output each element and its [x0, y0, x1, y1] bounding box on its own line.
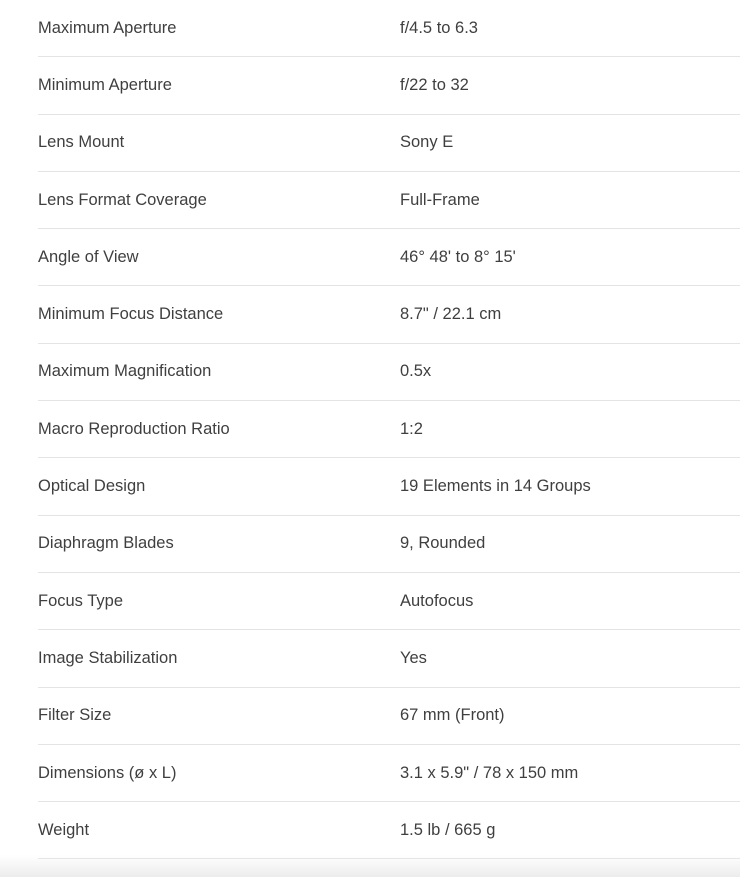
spec-label: Image Stabilization	[38, 648, 178, 667]
spec-value: 0.5x	[400, 362, 432, 381]
spec-label: Minimum Focus Distance	[38, 305, 224, 324]
spec-value: 67 mm (Front)	[400, 706, 505, 725]
spec-label: Lens Format Coverage	[38, 190, 207, 209]
spec-label: Maximum Aperture	[38, 18, 177, 37]
spec-row-lens-mount	[38, 115, 740, 172]
spec-label: Focus Type	[38, 591, 123, 610]
spec-label: Macro Reproduction Ratio	[38, 419, 230, 438]
spec-row-dimensions	[38, 745, 740, 802]
spec-label: Minimum Aperture	[38, 75, 172, 94]
spec-row-weight	[38, 802, 740, 859]
spec-value: Sony E	[400, 133, 454, 152]
spec-value: f/4.5 to 6.3	[400, 18, 478, 37]
spec-label: Dimensions (ø x L)	[38, 763, 177, 782]
spec-row-lens-format-coverage	[38, 172, 740, 229]
spec-label: Lens Mount	[38, 133, 125, 152]
spec-value: Autofocus	[400, 591, 474, 610]
spec-row-image-stabilization	[38, 630, 740, 687]
spec-label: Optical Design	[38, 477, 146, 496]
spec-row-minimum-focus-distance	[38, 286, 740, 343]
spec-value: 46° 48' to 8° 15'	[400, 247, 516, 266]
spec-row-angle-of-view	[38, 229, 740, 286]
spec-row-macro-reproduction-ratio	[38, 401, 740, 458]
spec-value: f/22 to 32	[400, 75, 469, 94]
spec-row-diaphragm-blades	[38, 516, 740, 573]
spec-label: Angle of View	[38, 247, 139, 266]
spec-table	[38, 0, 740, 859]
spec-label: Diaphragm Blades	[38, 534, 174, 553]
spec-row-maximum-magnification	[38, 344, 740, 401]
spec-value: Full-Frame	[400, 190, 480, 209]
spec-row-maximum-aperture	[38, 0, 740, 57]
spec-value: 9, Rounded	[400, 534, 486, 553]
spec-value: 1:2	[400, 419, 423, 438]
spec-row-minimum-aperture	[38, 57, 740, 114]
spec-label: Maximum Magnification	[38, 362, 212, 381]
spec-value: 1.5 lb / 665 g	[400, 820, 496, 839]
spec-value: 19 Elements in 14 Groups	[400, 477, 591, 496]
spec-label: Weight	[38, 820, 90, 839]
spec-value: 3.1 x 5.9" / 78 x 150 mm	[400, 763, 579, 782]
spec-row-optical-design	[38, 458, 740, 515]
spec-label: Filter Size	[38, 706, 112, 725]
spec-row-focus-type	[38, 573, 740, 630]
spec-value: 8.7" / 22.1 cm	[400, 305, 502, 324]
spec-value: Yes	[400, 648, 427, 667]
spec-row-filter-size	[38, 688, 740, 745]
